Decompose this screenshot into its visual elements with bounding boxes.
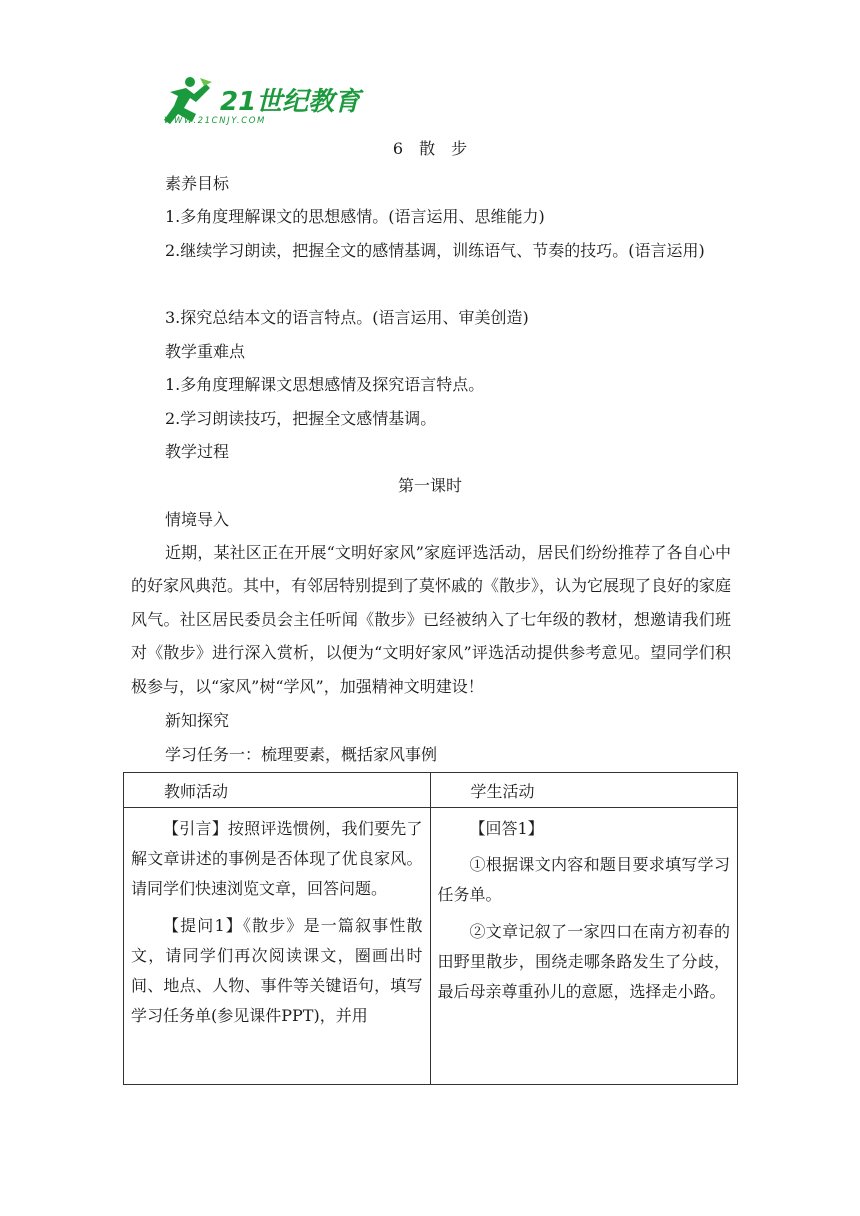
goal-item-1: 1.多角度理解课文的思想感情。(语言运用、思维能力): [165, 207, 545, 226]
student-activity-header: 学生活动: [430, 773, 738, 808]
explore-heading: 新知探究: [165, 711, 230, 730]
lesson-title: 第一课时: [397, 476, 462, 495]
intro-paragraph: 近期，某社区正在开展“文明好家风”家庭评选活动，居民们纷纷推荐了各自心中的好家风典范。其中，有邻居特别提到了莫怀戚的《散步》，认为它展现了良好的家庭风气。社区居民委员会主任听闻《散步》已经被纳入了七年级的教材，想邀请我们班对《散步》进行深入赏析，以便为“文明好家风”评选活动提供参考意见。望同学们积极参与，以“家风”树“学风”，加强精神文明建设！: [131, 543, 732, 696]
task-1-title: 学习任务一：梳理要素，概括家风事例: [165, 745, 438, 764]
site-logo: [160, 74, 370, 130]
goal-item-2: 2.继续学习朗读，把握全文的感情基调，训练语气、节奏的技巧。(语言运用): [165, 241, 705, 260]
student-activity-cell: [430, 808, 738, 1085]
logo-text: 21世纪教育: [220, 87, 361, 117]
goal-item-3: 3.探究总结本文的语言特点。(语言运用、审美创造): [165, 308, 529, 327]
teacher-intro-text: 【引言】按照评选惯例，我们要先了解文章讲述的事例是否体现了优良家风。请同学们快速浏览文章，回答问题。: [131, 819, 423, 899]
goals-heading: 素养目标: [165, 174, 230, 193]
key-points-heading: 教学重难点: [165, 342, 246, 361]
key-point-2: 2.学习朗读技巧，把握全文感情基调。: [165, 409, 437, 428]
activity-table: [123, 772, 738, 1085]
teacher-activity-cell: [124, 808, 431, 1085]
key-point-1: 1.多角度理解课文思想感情及探究语言特点。: [165, 375, 485, 394]
runner-logo-icon: [160, 74, 370, 130]
logo-url: WWW.21CNJY.COM: [164, 116, 266, 126]
student-answer-2: ②文章记叙了一家四口在南方初春的田野里散步，围绕走哪条路发生了分歧，最后母亲尊重孙儿的意愿，选择走小路。: [437, 921, 730, 1002]
page-title: 6 散 步: [392, 139, 468, 158]
student-answer-label: 【回答1】: [469, 819, 544, 838]
teacher-question-text: 【提问1】《散步》是一篇叙事性散文，请同学们再次阅读课文，圈画出时间、地点、人物、事件等关键语句，填写学习任务单(参见课件PPT)，并用: [131, 915, 423, 1026]
student-answer-1: ①根据课文内容和题目要求填写学习任务单。: [437, 855, 730, 905]
intro-heading: 情境导入: [165, 510, 230, 529]
teacher-activity-header: 教师活动: [124, 773, 431, 808]
process-heading: 教学过程: [165, 442, 230, 461]
